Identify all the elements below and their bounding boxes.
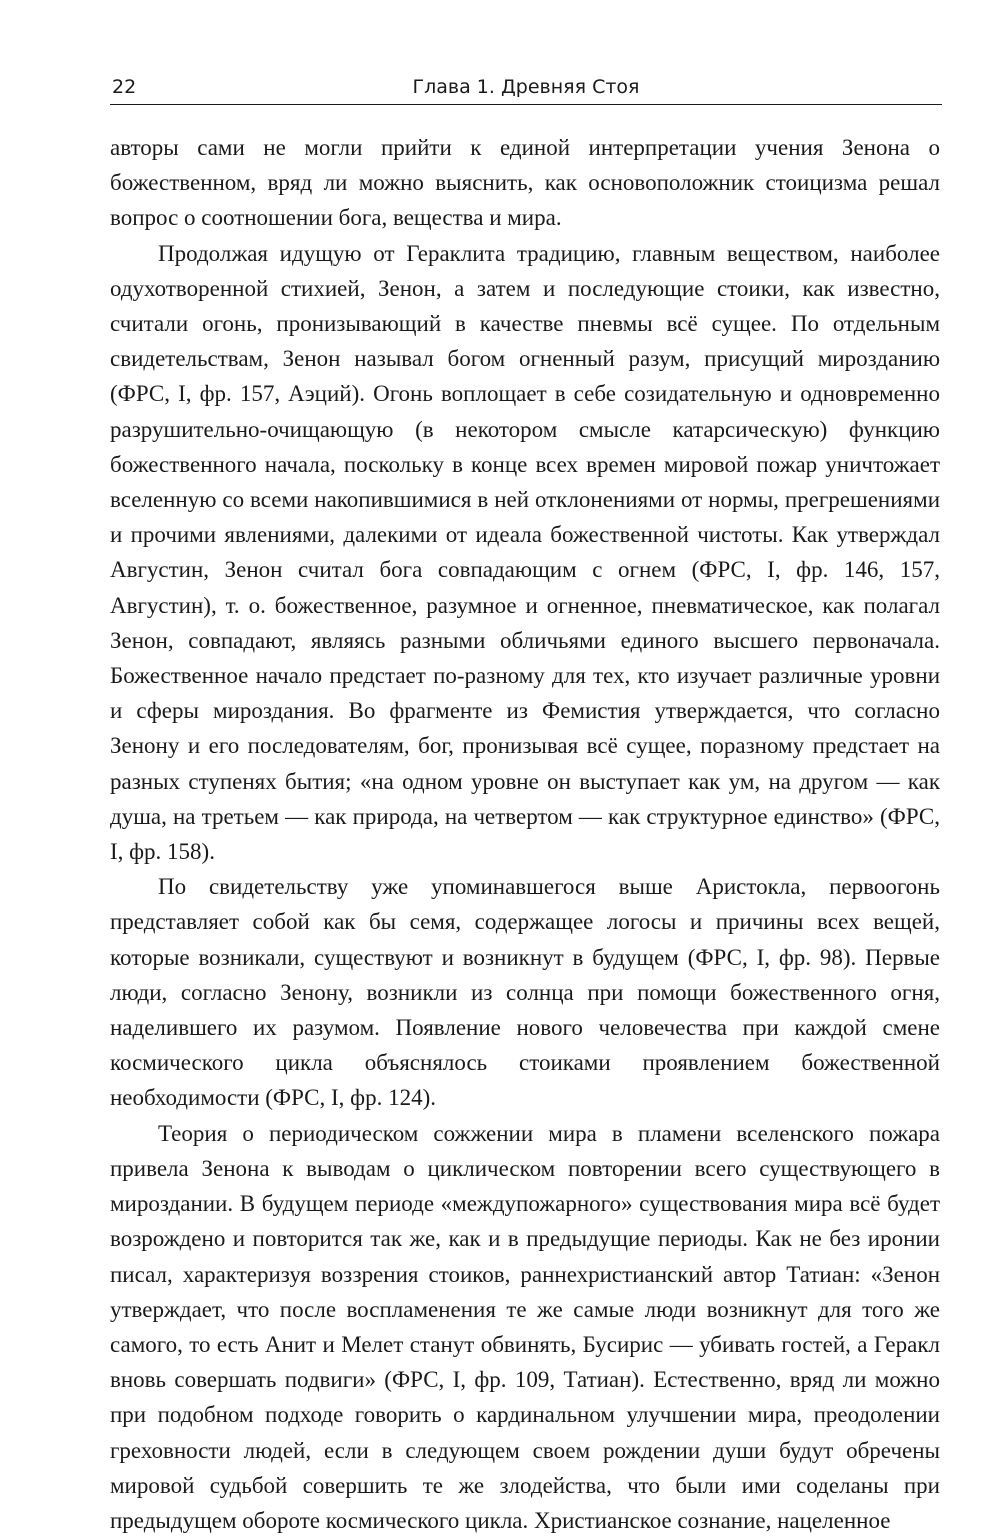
paragraph-3: По свидетельству уже упоминавшегося выше Аристокла, первоогонь представляет собой как бы семя, содержащее логосы и причины всех вещей, которые возникали, существуют и возникнут в будущем (ФРС, I, фр. 98). Первые люди, согласно Зенону, возникли из солнца при помощи божественного огня, наделившего их разумом. Появление нового человечества при каждой смене космического цикла объяснялось стоиками проявлением божественной необходимости (ФРС, I, фр. 124). xyxy=(110,874,940,1111)
paragraph-1: авторы сами не могли прийти к единой интерпретации учения Зенона о божественном, вряд ли можно выяснить, как основоположник стоицизма решал вопрос о соотношении бога, вещества и мира. xyxy=(110,135,940,231)
body-text xyxy=(110,130,940,1538)
paragraph-4: Теория о периодическом сожжении мира в пламени вселенского пожара привела Зенона к выводам о циклическом повторении всего существующего в мироздании. В будущем периоде «междупожарного» существования мира всё будет возрождено и повторится так же, как и в предыдущие периоды. Как не без иронии писал, характеризуя воззрения стоиков, раннехристианский автор Татиан: «Зенон утверждает, что после воспламенения те же самые люди возникнут для того же самого, то есть Анит и Мелет станут обвинять, Бусирис — убивать гостей, а Геракл вновь совершать подвиги» (ФРС, I, фр. 109, Татиан). Естественно, вряд ли можно при подобном подходе говорить о кардинальном улучшении мира, преодолении греховности людей, если в следующем своем рождении души будут обречены мировой судьбой совершить те же злодейства, что были ими соделаны при предыдущем обороте космического цикла. Христианское сознание, нацеленное xyxy=(110,1120,940,1533)
running-head xyxy=(110,74,942,105)
page-number: 22 xyxy=(112,76,137,98)
paragraph-2: Продолжая идущую от Гераклита традицию, главным веществом, наиболее одухотворенной стихией, Зенон, а затем и последующие стоики, как известно, считали огонь, пронизывающий в качестве пневмы всё сущее. По отдельным свидетельствам, Зенон называл богом огненный разум, присущий мирозданию (ФРС, I, фр. 157, Аэций). Огонь воплощает в себе созидательную и одновременно разрушительно-очищающую (в некотором смысле катарсическую) функцию божественного начала, поскольку в конце всех времен мировой пожар уничтожает вселенную со всеми накопившимися в ней отклонениями от нормы, прегрешениями и прочими явлениями, далекими от идеала божественной чистоты. Как утверждал Августин, Зенон считал бога совпадающим с огнем (ФРС, I, фр. 146, 157, Августин), т. о. божественное, разумное и огненное, пневматическое, как полагал Зенон, совпадают, являясь разными обличьями единого высшего первоначала. Божественное начало предстает по-разному для тех, кто изучает различные уровни и сферы мироздания. Во фрагменте из Фемистия утверждается, что согласно Зенону и его последователям, бог, пронизывая всё сущее, поразному предстает на разных ступенях бытия; «на одном уровне он выступает как ум, на другом — как душа, на третьем — как природа, на четвертом — как структурное единство» (ФРС, I, фр. 158). xyxy=(110,240,940,865)
chapter-title: Глава 1. Древняя Стоя xyxy=(412,76,640,98)
